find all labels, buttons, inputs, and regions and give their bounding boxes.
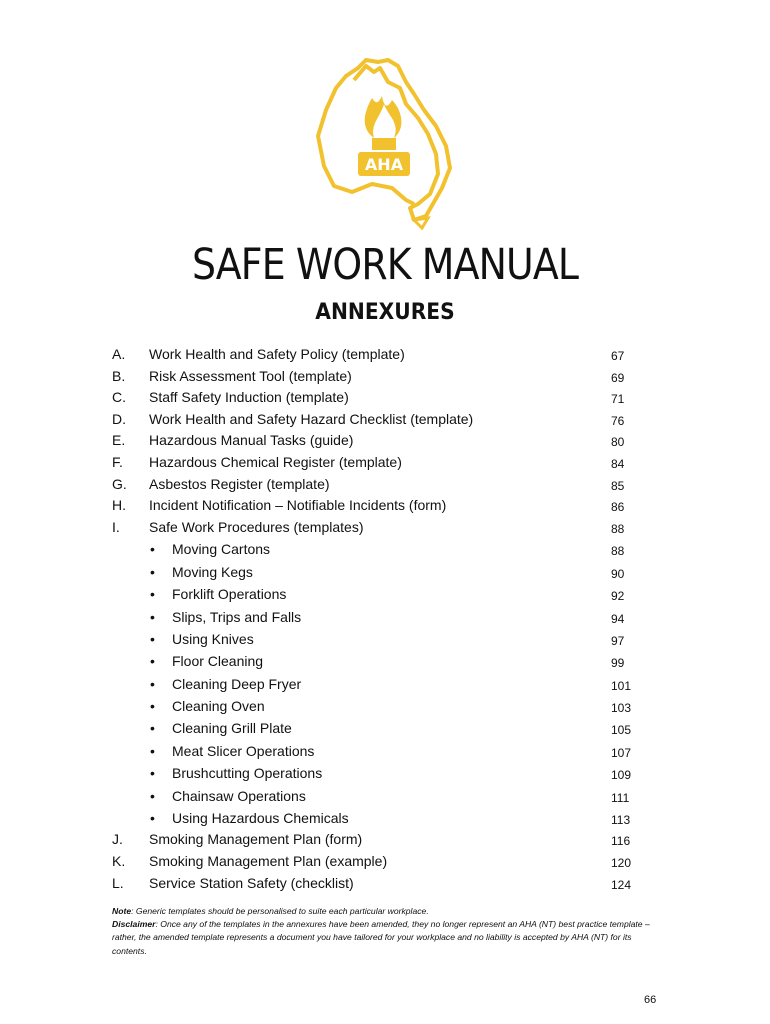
aha-logo — [314, 58, 456, 230]
toc-letter: E. — [112, 432, 126, 449]
annexures-table-of-contents — [112, 344, 642, 894]
toc-label: Hazardous Chemical Register (template) — [149, 453, 402, 470]
toc-label: Smoking Management Plan (form) — [149, 831, 363, 848]
toc-page: 99 — [611, 656, 625, 671]
toc-sublabel: Moving Kegs — [172, 563, 253, 580]
toc-page: 94 — [611, 611, 625, 626]
document-title: SAFE WORK MANUAL — [191, 240, 579, 290]
toc-page: 113 — [611, 813, 631, 828]
bullet-icon: • — [150, 653, 155, 670]
bullet-icon: • — [150, 675, 155, 692]
toc-page: 86 — [611, 500, 625, 515]
toc-entry[interactable] — [112, 344, 642, 366]
toc-letter: K. — [112, 853, 126, 870]
toc-subentry[interactable] — [112, 628, 642, 650]
toc-page: 88 — [611, 521, 625, 536]
bullet-icon: • — [150, 720, 155, 737]
toc-subentry[interactable] — [112, 538, 642, 560]
toc-letter: F. — [112, 453, 123, 470]
toc-subentry[interactable] — [112, 650, 642, 672]
toc-page: 101 — [611, 678, 632, 693]
bullet-icon: • — [150, 541, 155, 558]
toc-page: 90 — [611, 566, 625, 581]
toc-sublabel: Forklift Operations — [172, 586, 287, 603]
notes-block — [112, 905, 662, 958]
toc-page: 92 — [611, 589, 625, 604]
page-number: 66 — [644, 994, 657, 1006]
toc-label: Incident Notification – Notifiable Incidents (form) — [149, 497, 447, 514]
toc-page: 124 — [611, 877, 632, 892]
toc-entry[interactable] — [112, 495, 642, 517]
toc-sublabel: Chainsaw Operations — [172, 787, 306, 804]
toc-page: 67 — [611, 349, 625, 363]
toc-entry[interactable] — [112, 430, 642, 452]
toc-page: 107 — [611, 745, 632, 760]
bullet-icon: • — [150, 698, 155, 715]
toc-label: Work Health and Safety Hazard Checklist (template) — [149, 410, 474, 427]
toc-entry[interactable] — [112, 387, 642, 409]
toc-label: Risk Assessment Tool (template) — [149, 367, 352, 384]
toc-label: Safe Work Procedures (templates) — [149, 518, 364, 535]
note-line — [112, 905, 662, 918]
toc-page: 120 — [611, 856, 632, 871]
bullet-icon: • — [150, 630, 155, 647]
toc-page: 103 — [611, 701, 632, 716]
toc-sublabel: Cleaning Oven — [172, 698, 265, 715]
bullet-icon: • — [150, 765, 155, 782]
toc-page: 116 — [611, 834, 631, 849]
toc-letter: A. — [112, 346, 126, 362]
toc-label: Service Station Safety (checklist) — [149, 874, 354, 891]
toc-label: Staff Safety Induction (template) — [149, 389, 349, 406]
note-text: : Generic templates should be personalised to suite each particular workplace. — [131, 906, 429, 916]
disclaimer-label: Disclaimer — [112, 919, 156, 930]
toc-sublabel: Moving Cartons — [172, 541, 271, 558]
disclaimer-line — [112, 918, 662, 958]
toc-letter: I. — [112, 518, 120, 535]
toc-page: 80 — [611, 435, 625, 450]
toc-subentry[interactable] — [112, 606, 642, 628]
toc-subentry[interactable] — [112, 561, 642, 583]
toc-sublabel: Meat Slicer Operations — [172, 742, 315, 759]
toc-entry[interactable] — [112, 409, 642, 431]
toc-subentry[interactable] — [112, 583, 642, 605]
disclaimer-text: : Once any of the templates in the annexures have been amended, they no longer represent an AHA (NT) best practice template – rather, the amended template represents a document you have tailored for your workplace and no liability is accepted by AHA (NT) for its contents. — [112, 919, 650, 956]
bullet-icon: • — [150, 586, 155, 603]
toc-letter: D. — [112, 410, 126, 427]
toc-subentry[interactable] — [112, 740, 642, 762]
bullet-icon: • — [150, 742, 155, 759]
toc-entry[interactable] — [112, 452, 642, 474]
toc-subentry[interactable] — [112, 807, 642, 829]
toc-sublabel: Cleaning Deep Fryer — [172, 675, 302, 692]
note-label: Note — [112, 906, 132, 916]
toc-letter: J. — [112, 831, 123, 848]
toc-letter: H. — [112, 497, 126, 514]
toc-label: Hazardous Manual Tasks (guide) — [149, 432, 354, 449]
toc-page: 109 — [611, 768, 632, 783]
toc-entry[interactable] — [112, 873, 642, 895]
toc-letter: G. — [112, 475, 127, 492]
toc-page: 71 — [611, 392, 625, 407]
bullet-icon: • — [150, 787, 155, 804]
toc-subentry[interactable] — [112, 717, 642, 739]
toc-subentry[interactable] — [112, 785, 642, 807]
toc-page: 97 — [611, 633, 625, 648]
toc-subentry[interactable] — [112, 673, 642, 695]
toc-page: 69 — [611, 370, 625, 385]
toc-entry[interactable] — [112, 829, 642, 851]
toc-letter: L. — [112, 874, 124, 891]
toc-sublabel: Cleaning Grill Plate — [172, 720, 292, 737]
bullet-icon: • — [150, 563, 155, 580]
toc-entry[interactable] — [112, 366, 642, 388]
toc-entry[interactable] — [112, 517, 642, 539]
toc-entry[interactable] — [112, 851, 642, 873]
bullet-icon: • — [150, 608, 155, 625]
toc-sublabel: Using Hazardous Chemicals — [172, 810, 349, 827]
toc-sublabel: Slips, Trips and Falls — [172, 608, 302, 625]
toc-subentry[interactable] — [112, 762, 642, 784]
toc-entry[interactable] — [112, 474, 642, 496]
toc-page: 111 — [611, 790, 630, 805]
toc-sublabel: Brushcutting Operations — [172, 765, 323, 782]
toc-label: Work Health and Safety Policy (template) — [149, 346, 405, 362]
flame-icon — [365, 96, 402, 138]
toc-page: 76 — [611, 413, 625, 428]
section-heading: ANNEXURES — [315, 300, 455, 325]
bullet-icon: • — [150, 810, 155, 827]
toc-letter: C. — [112, 389, 126, 406]
toc-sublabel: Using Knives — [172, 630, 254, 647]
toc-page: 105 — [611, 723, 632, 738]
toc-label: Asbestos Register (template) — [149, 475, 330, 492]
toc-label: Smoking Management Plan (example) — [149, 853, 388, 870]
toc-subentry[interactable] — [112, 695, 642, 717]
toc-page: 84 — [611, 456, 625, 471]
toc-page: 85 — [611, 478, 625, 493]
toc-page: 88 — [611, 544, 625, 559]
toc-letter: B. — [112, 367, 126, 384]
logo-text: AHA — [364, 155, 404, 174]
toc-sublabel: Floor Cleaning — [172, 653, 264, 670]
